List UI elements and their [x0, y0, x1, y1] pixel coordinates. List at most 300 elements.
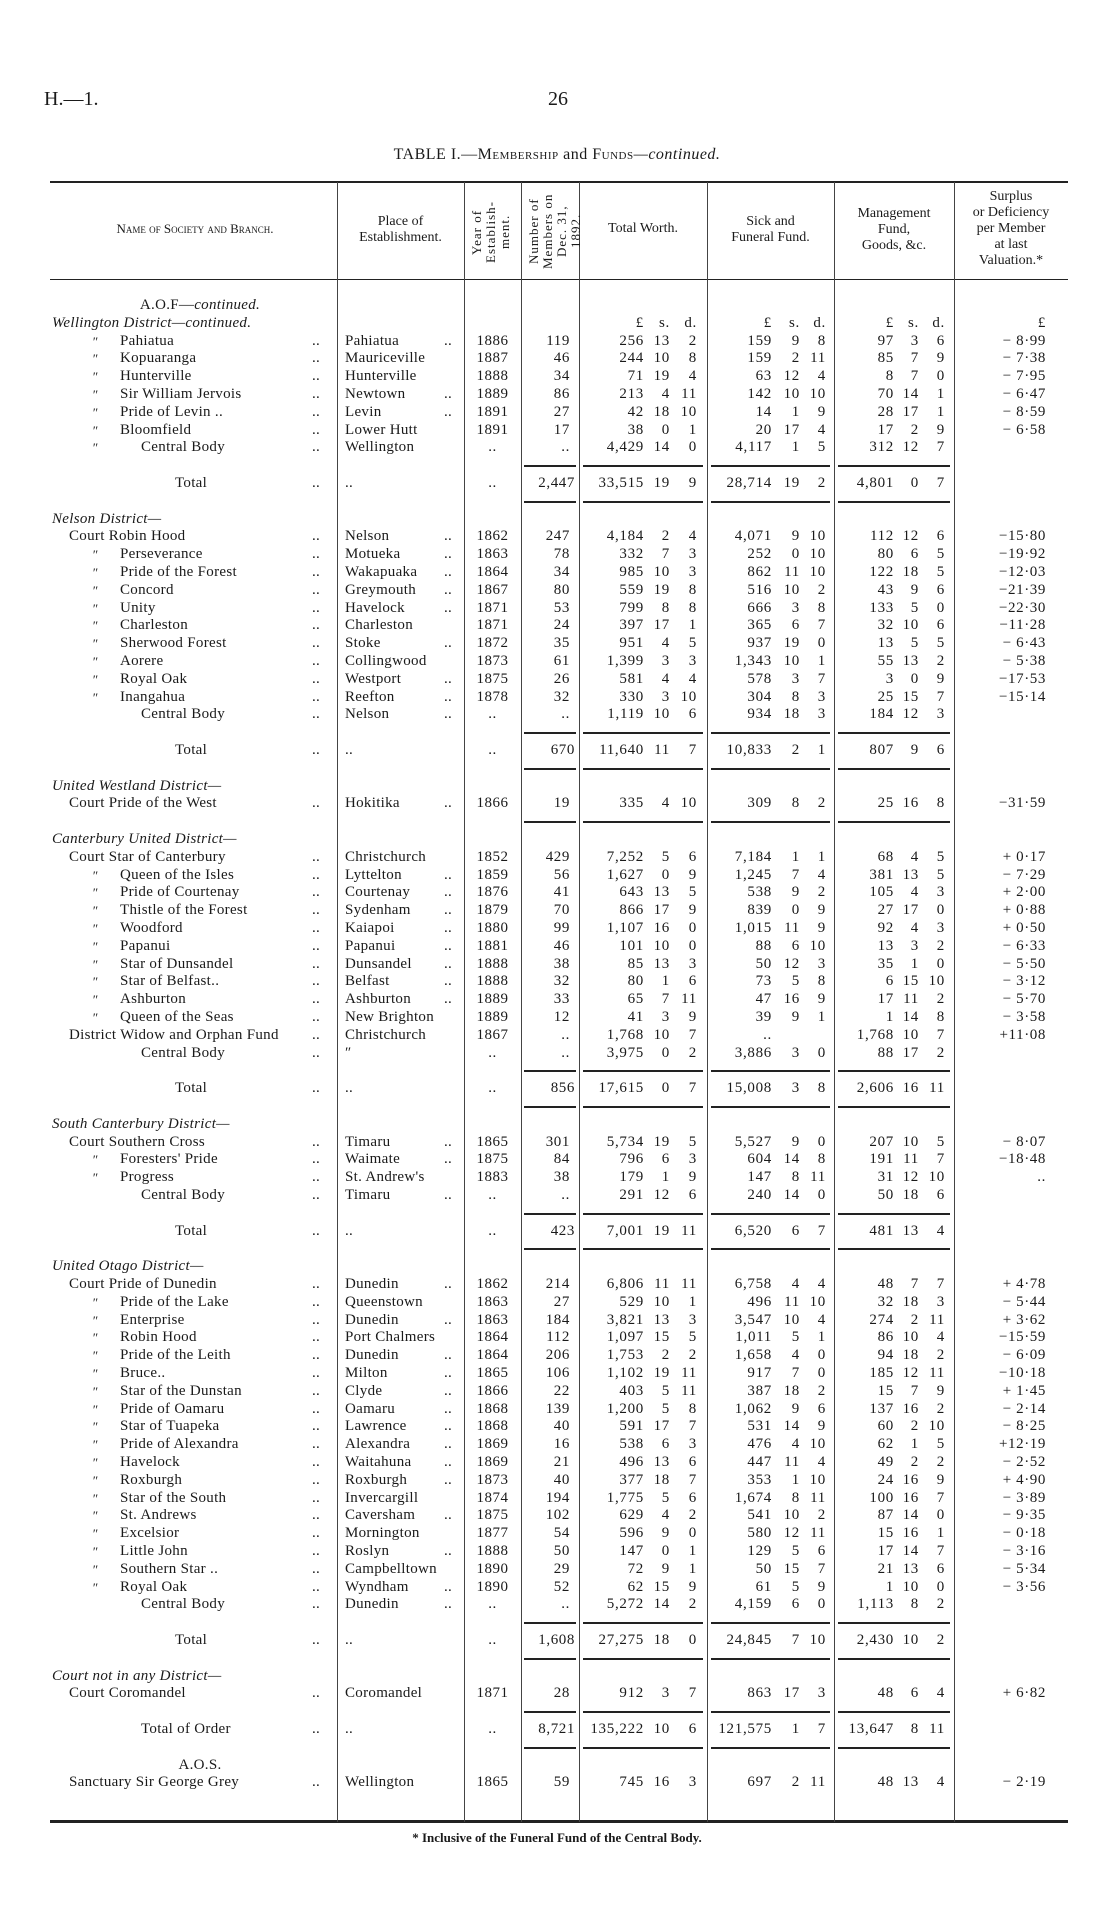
total-worth-shillings: 18 [653, 1632, 670, 1648]
year-established: 1859 [476, 866, 509, 883]
table-row [0, 1418, 1114, 1436]
sick-funeral-fund-pounds: 353 [747, 1471, 772, 1488]
sick-funeral-fund-pence: 11 [810, 350, 826, 367]
place: Coromandel [345, 1685, 423, 1702]
total-worth-pounds: 80 [627, 973, 644, 990]
place: Dunedin [345, 1276, 399, 1292]
branch-name: Sanctuary Sir George Grey [69, 1774, 240, 1791]
total-worth-pence: 11 [681, 991, 697, 1008]
sick-funeral-fund-pence: 2 [817, 795, 826, 812]
branch-name: Star of Dunsandel [120, 955, 234, 972]
subtotal-rule [838, 1658, 950, 1660]
sick-funeral-fund-pounds: 447 [747, 1454, 772, 1470]
place: Reefton [345, 688, 395, 705]
surplus-deficiency: +12·19 [998, 1436, 1046, 1453]
sick-funeral-fund-pence: 1 [817, 848, 826, 865]
sick-funeral-fund-pence: 3 [817, 706, 826, 723]
surplus-deficiency: + 4·78 [1002, 1276, 1046, 1292]
leader-dots: .. [444, 635, 453, 652]
place: Dunedin [345, 1311, 399, 1328]
leader-dots: .. [312, 653, 321, 669]
total-worth-shillings: 18 [653, 403, 670, 420]
subtotal-rule [711, 1106, 830, 1108]
management-fund-pounds: 31 [877, 1169, 894, 1186]
management-fund-pence: 1 [936, 1525, 945, 1542]
management-fund-pence: 10 [928, 973, 945, 990]
surplus-deficiency: −31·59 [998, 795, 1046, 812]
branch-name: Royal Oak [120, 670, 188, 687]
spacer-row [0, 813, 1114, 831]
place: Belfast [345, 973, 390, 990]
surplus-deficiency: − 5·44 [1002, 1293, 1046, 1310]
branch-name: District Widow and Orphan Fund [69, 1026, 279, 1043]
table-row [0, 1329, 1114, 1347]
management-fund-pence: 5 [936, 1436, 945, 1453]
ditto-mark: ″ [92, 671, 98, 687]
total-worth-shillings: 13 [653, 1454, 670, 1470]
total-worth-shillings: 3 [661, 1685, 670, 1702]
sick-funeral-fund-pounds: 496 [747, 1293, 772, 1310]
subtotal-rule [583, 732, 703, 734]
management-fund-pounds: 274 [869, 1311, 894, 1328]
branch-name: Pride of Levin .. [120, 403, 223, 420]
management-fund-shillings: 0 [910, 670, 919, 687]
subtotal-rule [711, 501, 830, 503]
management-fund-pence: 2 [936, 653, 945, 669]
total-worth-pounds: 3,821 [606, 1311, 644, 1328]
management-fund-shillings: 12 [902, 528, 919, 545]
management-fund-shillings: 11 [903, 1151, 919, 1168]
year-established: 1880 [476, 920, 509, 936]
management-fund-pence: 3 [936, 920, 945, 936]
subtotal-rule [583, 1248, 703, 1250]
header-line: Fund, [877, 222, 911, 237]
sick-funeral-fund-shillings: 1 [791, 848, 800, 865]
table-row [0, 671, 1114, 689]
total-worth-pence: 5 [688, 635, 697, 652]
footnote: * Inclusive of the Funeral Fund of the Central Body. [412, 1830, 702, 1845]
subtotal-rule [524, 1213, 576, 1215]
management-fund-pounds: 60 [877, 1418, 894, 1435]
sick-funeral-fund-pounds: 578 [747, 670, 772, 687]
sick-funeral-fund-pounds: 129 [747, 1543, 772, 1559]
management-fund-pence: 8 [936, 795, 945, 812]
management-fund-pence: 5 [936, 1133, 945, 1150]
member-count: 301 [545, 1133, 570, 1150]
management-fund-pounds: 94 [877, 1347, 894, 1364]
sick-funeral-fund-pounds: 121,575 [718, 1721, 772, 1737]
ditto-mark: ″ [92, 921, 98, 936]
surplus-deficiency: − 7·38 [1002, 350, 1046, 367]
title-and: and [558, 146, 593, 163]
branch-name: Enterprise [120, 1311, 185, 1328]
surplus-deficiency: −15·59 [998, 1329, 1046, 1346]
member-count: 86 [553, 386, 570, 402]
total-worth-pence: 4 [688, 368, 697, 385]
surplus-deficiency: − 5·50 [1002, 955, 1046, 972]
leader-dots: .. [312, 1507, 321, 1524]
total-worth-pounds: 5,734 [606, 1133, 644, 1150]
member-count: 78 [553, 546, 570, 563]
leader-dots: .. [444, 1382, 453, 1399]
subtotal-rule [711, 1070, 830, 1072]
sick-funeral-fund-pounds: 697 [747, 1774, 772, 1791]
sick-funeral-fund-pence: 4 [817, 1276, 826, 1292]
management-fund-pence: 6 [936, 742, 945, 758]
branch-name: St. Andrews [120, 1507, 197, 1524]
branch-name: Bloomfield [120, 421, 192, 438]
management-fund-pence: 7 [936, 688, 945, 705]
leader-dots: .. [312, 1454, 321, 1470]
district-name-italic: United Otago District— [52, 1258, 204, 1275]
order-abbrev: A.O.F— [139, 297, 195, 313]
management-fund-shillings: 10 [902, 1578, 919, 1595]
currency-unit: £ [763, 314, 772, 331]
table-row [0, 564, 1114, 582]
table-row [0, 973, 1114, 991]
total-worth-shillings: 8 [661, 599, 670, 616]
subtotal-rule [583, 1658, 703, 1660]
ditto-mark: ″ [92, 1330, 98, 1346]
table-row [0, 1312, 1114, 1330]
leader-dots: .. [312, 546, 321, 563]
table-row [0, 1347, 1114, 1365]
total-worth-shillings: 14 [653, 439, 670, 456]
leader-dots: .. [444, 866, 453, 883]
sick-funeral-fund-pounds: 159 [747, 332, 772, 349]
management-fund-shillings: 2 [910, 1311, 919, 1328]
subtotal-rule [711, 768, 830, 770]
management-fund-pounds: 13,647 [848, 1721, 894, 1737]
branch-name: Pride of the Lake [120, 1293, 229, 1310]
place: Hokitika [345, 795, 400, 812]
management-fund-pounds: 133 [869, 599, 894, 616]
sick-funeral-fund-pounds: 6,758 [734, 1276, 772, 1292]
place: Sydenham [345, 902, 411, 919]
sick-funeral-fund-pence: 4 [817, 1311, 826, 1328]
total-worth-shillings: 5 [661, 1489, 670, 1506]
total-worth-shillings: 10 [653, 564, 670, 580]
total-worth-pounds: 1,753 [606, 1347, 644, 1364]
subtotal-rule [838, 1070, 950, 1072]
place: New Brighton [345, 1009, 435, 1025]
branch-name: Court Southern Cross [69, 1133, 206, 1150]
table-row [0, 1596, 1114, 1614]
spacer-row [0, 760, 1114, 778]
sick-funeral-fund-pence: 10 [809, 386, 826, 402]
management-fund-shillings: 9 [910, 742, 919, 758]
sick-funeral-fund-shillings: 11 [784, 1293, 800, 1310]
member-count: 70 [553, 902, 570, 919]
total-worth-pounds: 244 [619, 350, 644, 367]
sick-funeral-fund-pence: 0 [817, 1596, 826, 1613]
leader-dots: .. [444, 1471, 453, 1488]
member-count: 61 [553, 653, 570, 669]
branch-name: Total [175, 1632, 208, 1648]
place: Nelson [345, 706, 390, 723]
leader-dots: .. [312, 848, 321, 865]
management-fund-shillings: 6 [910, 546, 919, 563]
total-worth-pence: 5 [688, 1133, 697, 1150]
total-worth-pounds: 72 [627, 1560, 644, 1577]
sick-funeral-fund-shillings: 8 [791, 795, 800, 812]
total-worth-shillings: 5 [661, 1382, 670, 1399]
branch-name: Court Star of Canterbury [69, 848, 226, 865]
place: Wellington [345, 439, 415, 456]
member-count: 112 [546, 1329, 570, 1346]
management-fund-pence: 4 [936, 1685, 945, 1702]
management-fund-shillings: 11 [903, 991, 919, 1008]
sick-funeral-fund-pence: 0 [817, 635, 826, 652]
leader-dots: .. [444, 528, 453, 545]
management-fund-pounds: 6 [885, 973, 894, 990]
subtotal-rule [838, 1213, 950, 1215]
ditto-mark: ″ [92, 1170, 98, 1186]
total-worth-pence: 11 [681, 1276, 697, 1292]
table-row [0, 689, 1114, 707]
table-row [0, 386, 1114, 404]
leader-dots: .. [312, 1365, 321, 1381]
leader-dots: .. [312, 1774, 321, 1791]
member-count: 29 [553, 1560, 570, 1577]
sick-funeral-fund-pounds: 50 [755, 955, 772, 972]
year-established: .. [488, 706, 497, 723]
branch-name: Central Body [141, 706, 226, 723]
ditto-mark: ″ [92, 974, 98, 990]
currency-unit: s. [659, 314, 670, 331]
management-fund-pounds: 1,768 [856, 1026, 894, 1043]
sick-funeral-fund-pounds: 240 [747, 1187, 772, 1203]
header-line: Funeral Fund. [731, 230, 810, 245]
total-worth-shillings: 10 [653, 1026, 670, 1043]
subtotal-rule [711, 1622, 830, 1624]
place: Waimate [345, 1151, 401, 1168]
sick-funeral-fund-shillings: 1 [791, 403, 800, 420]
member-count: 59 [553, 1774, 570, 1791]
year-established: 1868 [476, 1400, 509, 1417]
leader-dots: .. [444, 902, 453, 919]
branch-name: Total [175, 1080, 208, 1097]
management-fund-pence: 6 [936, 332, 945, 349]
total-worth-shillings: 4 [661, 386, 670, 402]
total-worth-pounds: 65 [627, 991, 644, 1008]
table-row [0, 1383, 1114, 1401]
section-heading [0, 1258, 1114, 1276]
sick-funeral-fund-pounds: 39 [755, 1009, 772, 1025]
total-worth-shillings: 17 [653, 1418, 670, 1435]
section-heading [0, 831, 1114, 849]
leader-dots: .. [312, 1133, 321, 1150]
branch-name: Aorere [120, 653, 164, 669]
management-fund-shillings: 5 [910, 599, 919, 616]
header-line: Number of [526, 198, 541, 264]
management-fund-shillings: 16 [902, 1489, 919, 1506]
sick-funeral-fund-shillings: 11 [784, 1454, 800, 1470]
currency-unit: d. [932, 314, 945, 331]
management-fund-pence: 5 [936, 848, 945, 865]
management-fund-pounds: 48 [877, 1276, 894, 1292]
management-fund-pence: 6 [936, 581, 945, 598]
branch-name: Pride of the Forest [120, 564, 237, 580]
management-fund-shillings: 7 [910, 368, 919, 385]
branch-name: Papanui [120, 937, 171, 954]
header-line: per Member [976, 221, 1046, 236]
management-fund-shillings: 2 [910, 421, 919, 438]
place: Roslyn [345, 1543, 390, 1559]
member-count: 84 [553, 1151, 570, 1168]
year-established: 1872 [476, 635, 509, 652]
subtotal-rule [524, 1711, 576, 1713]
ditto-mark: ″ [92, 1437, 98, 1453]
table-row [0, 1561, 1114, 1579]
leader-dots: .. [444, 884, 453, 901]
ditto-mark: ″ [92, 636, 98, 652]
member-count: 40 [553, 1418, 570, 1435]
district-name [52, 778, 221, 796]
sick-funeral-fund-pence: 10 [809, 1293, 826, 1310]
surplus-deficiency: − 0·18 [1002, 1525, 1046, 1542]
table-row [0, 1774, 1114, 1792]
place: St. Andrew's [345, 1169, 425, 1186]
management-fund-pounds: 2,430 [856, 1632, 894, 1648]
total-worth-shillings: 0 [661, 866, 670, 883]
management-fund-pounds: 27 [877, 902, 894, 919]
surplus-deficiency: − 8·07 [1002, 1133, 1046, 1150]
management-fund-pounds: 87 [877, 1507, 894, 1524]
leader-dots: .. [444, 1454, 453, 1470]
management-fund-shillings: 10 [902, 1026, 919, 1043]
ditto-mark: ″ [92, 547, 98, 563]
sick-funeral-fund-pence: 7 [817, 670, 826, 687]
total-worth-shillings: 15 [653, 1329, 670, 1346]
total-worth-pounds: 17,615 [598, 1080, 644, 1097]
surplus-deficiency: − 5·34 [1002, 1560, 1046, 1577]
sick-funeral-fund-pounds: 1,674 [734, 1489, 772, 1506]
total-worth-pence: 5 [688, 1329, 697, 1346]
place: .. [345, 1080, 354, 1097]
surplus-deficiency: − 2·14 [1002, 1400, 1046, 1417]
leader-dots: .. [312, 884, 321, 901]
place: .. [345, 475, 354, 491]
ditto-mark: ″ [92, 1312, 98, 1328]
total-worth-pounds: 213 [619, 386, 644, 402]
table-row [0, 1187, 1114, 1205]
year-established: 1878 [476, 688, 509, 705]
sick-funeral-fund-shillings: 9 [791, 1133, 800, 1150]
management-fund-pounds: 185 [869, 1365, 894, 1381]
management-fund-pounds: 381 [869, 866, 894, 883]
branch-name: Bruce.. [120, 1365, 166, 1381]
surplus-deficiency: −21·39 [998, 581, 1046, 598]
sick-funeral-fund-pence: 3 [817, 1685, 826, 1702]
management-fund-shillings: 10 [902, 617, 919, 634]
management-fund-pounds: 137 [869, 1400, 894, 1417]
total-worth-pounds: 179 [619, 1169, 644, 1186]
header-name: Name of Society and Branch. [116, 221, 274, 236]
sick-funeral-fund-pence: 11 [810, 1525, 826, 1542]
total-worth-pence: 0 [688, 1525, 697, 1542]
place: Dunedin [345, 1347, 399, 1364]
surplus-deficiency: −12·03 [998, 564, 1046, 580]
surplus-deficiency: − 2·19 [1002, 1774, 1046, 1791]
total-worth-pence: 7 [688, 1418, 697, 1435]
sick-funeral-fund-shillings: 9 [791, 1400, 800, 1417]
branch-name: Pahiatua [120, 332, 175, 349]
management-fund-pounds: 25 [877, 795, 894, 812]
table-row [0, 1454, 1114, 1472]
place: Lawrence [345, 1418, 407, 1435]
branch-name: Inangahua [120, 688, 186, 705]
table-row [0, 1223, 1114, 1241]
leader-dots: .. [312, 1436, 321, 1453]
subtotal-rule [711, 1248, 830, 1250]
sick-funeral-fund-shillings: 9 [791, 332, 800, 349]
year-established: .. [488, 439, 497, 456]
subtotal-rule [583, 1070, 703, 1072]
section-heading [0, 315, 1114, 333]
branch-name: Unity [120, 599, 156, 616]
sick-funeral-fund-pence: 8 [817, 1151, 826, 1168]
sick-funeral-fund-pence: 3 [817, 955, 826, 972]
management-fund-shillings: 2 [910, 1454, 919, 1470]
sick-funeral-fund-pounds: 531 [747, 1418, 772, 1435]
sick-funeral-fund-pence: 2 [817, 884, 826, 901]
management-fund-pence: 2 [936, 1347, 945, 1364]
member-count: .. [561, 1026, 570, 1043]
leader-dots: .. [444, 1507, 453, 1524]
branch-name: Pride of Oamaru [120, 1400, 225, 1417]
surplus-deficiency: + 0·50 [1002, 920, 1046, 936]
total-worth-pence: 9 [688, 1169, 697, 1186]
total-worth-pounds: 538 [619, 1436, 644, 1453]
management-fund-shillings: 12 [902, 439, 919, 456]
sick-funeral-fund-shillings: 17 [783, 421, 800, 438]
branch-name: Sir William Jervois [120, 386, 242, 402]
header-line: Establish- [483, 201, 498, 263]
header-line: Goods, &c. [861, 238, 927, 253]
sick-funeral-fund-shillings: 3 [791, 670, 800, 687]
surplus-deficiency: − 8·59 [1002, 403, 1046, 420]
subtotal-rule [524, 732, 576, 734]
sick-funeral-fund-pounds: 1,062 [734, 1400, 772, 1417]
sick-funeral-fund-shillings: 8 [791, 1169, 800, 1186]
table-row [0, 902, 1114, 920]
leader-dots: .. [312, 439, 321, 456]
place: Mornington [345, 1525, 420, 1542]
total-worth-shillings: 3 [661, 688, 670, 705]
table-row [0, 528, 1114, 546]
branch-name: Foresters' Pride [120, 1151, 218, 1168]
year-established: 1867 [476, 1026, 509, 1043]
header-line: Management [857, 206, 931, 221]
sick-funeral-fund-shillings: 10 [783, 1507, 800, 1524]
ditto-mark: ″ [92, 867, 98, 883]
ditto-mark: ″ [92, 1401, 98, 1417]
total-worth-shillings: 10 [653, 706, 670, 723]
page-number: 26 [548, 88, 568, 110]
leader-dots: .. [444, 1543, 453, 1559]
place: Courtenay [345, 884, 411, 901]
year-established: 1888 [476, 955, 509, 972]
total-worth-pence: 6 [688, 1489, 697, 1506]
sick-funeral-fund-pounds: 4,159 [734, 1596, 772, 1613]
sick-funeral-fund-pounds: 142 [747, 386, 772, 402]
table-row [0, 475, 1114, 493]
management-fund-pence: 8 [936, 1009, 945, 1025]
member-count: 12 [553, 1009, 570, 1025]
management-fund-pounds: 48 [877, 1685, 894, 1702]
total-worth-pounds: 951 [619, 635, 644, 652]
